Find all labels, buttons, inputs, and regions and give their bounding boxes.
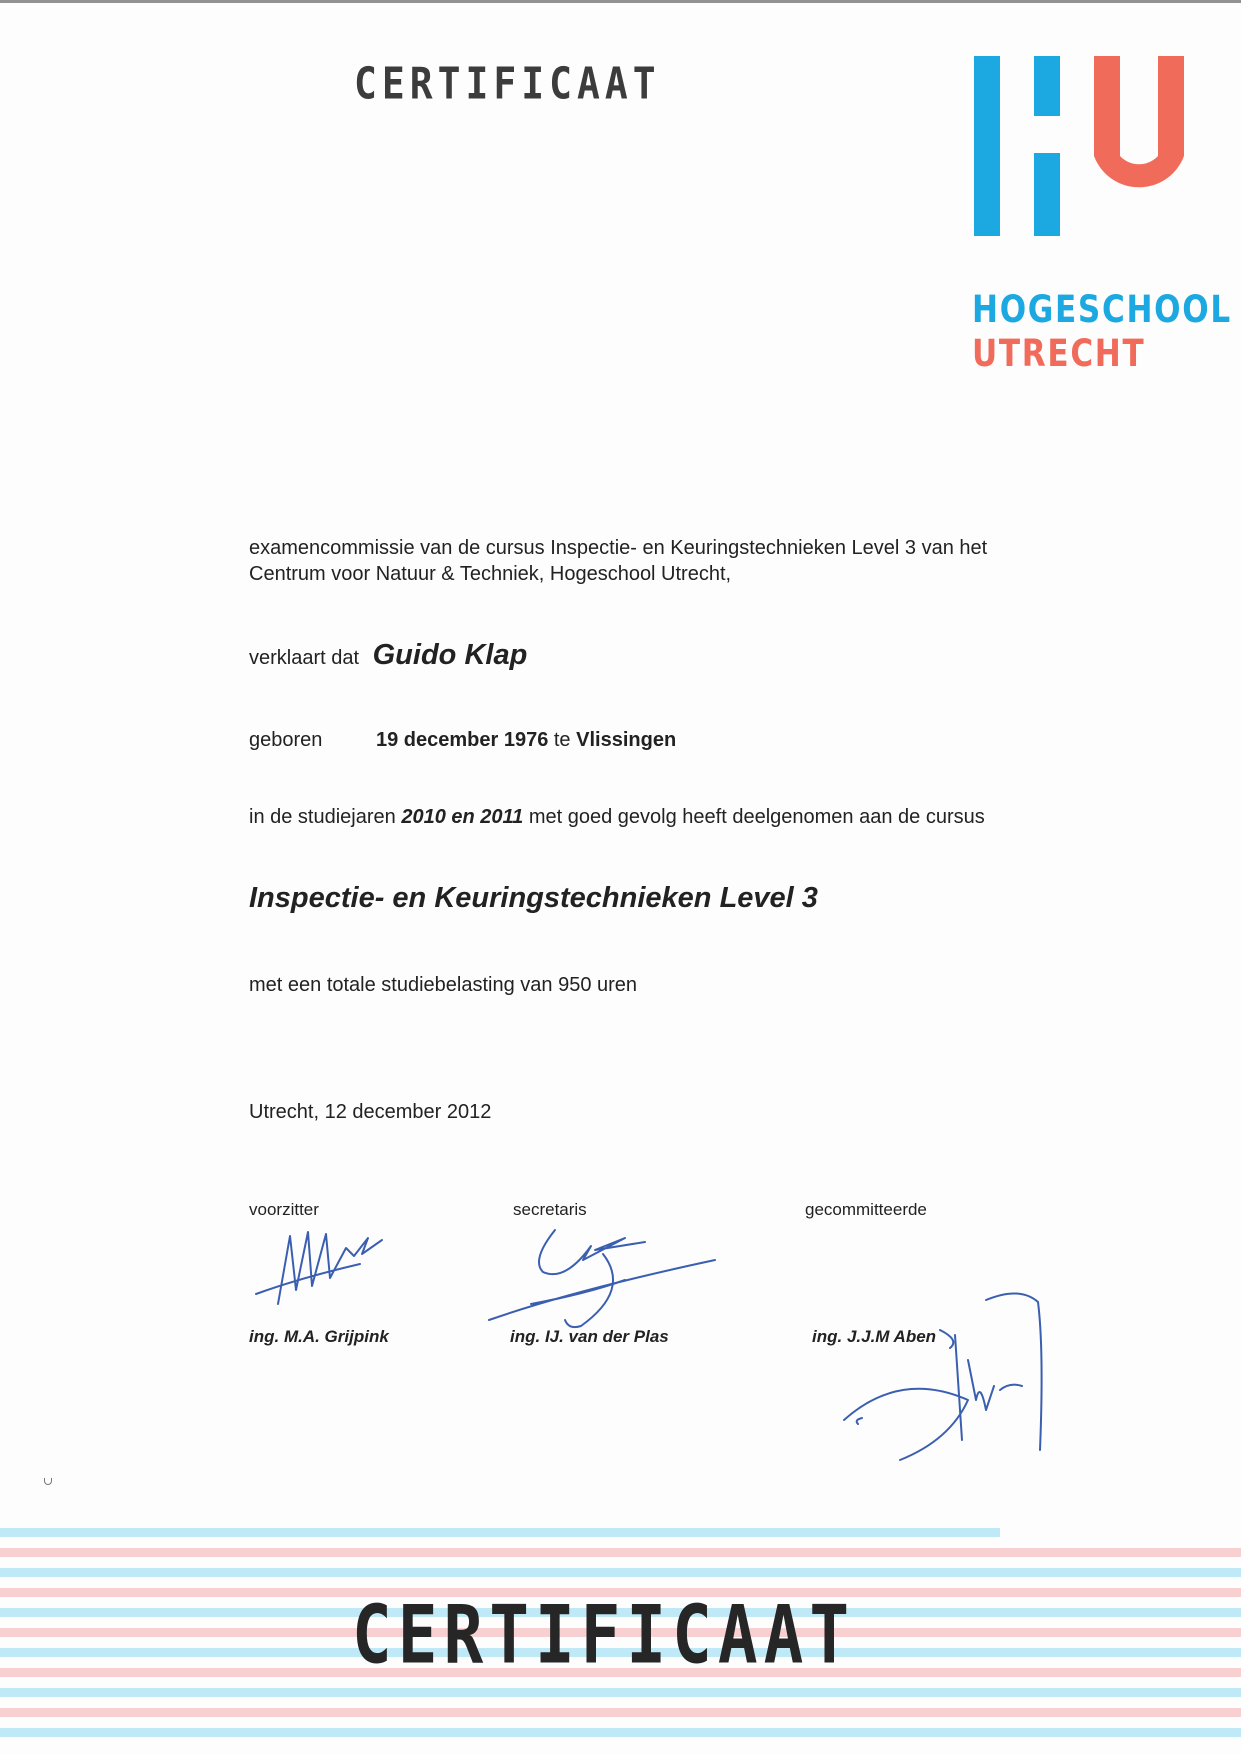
study-load: met een totale studiebelasting van 950 uren bbox=[249, 974, 638, 996]
birth-place: Vlissingen bbox=[576, 729, 677, 751]
study-years-line bbox=[249, 804, 985, 830]
chair-signature bbox=[250, 1220, 410, 1310]
signatory-role-secretary: secretaris bbox=[513, 1200, 587, 1219]
signatory-role-chair: voorzitter bbox=[249, 1200, 319, 1219]
years-suffix: met goed gevolg heeft deelgenomen aan de cursus bbox=[528, 806, 985, 828]
student-name: Guido Klap bbox=[372, 639, 528, 671]
place-connector: te bbox=[553, 729, 571, 751]
place-date: Utrecht, 12 december 2012 bbox=[249, 1101, 492, 1123]
study-years: 2010 en 2011 bbox=[401, 806, 524, 828]
top-border bbox=[0, 0, 1241, 3]
intro-paragraph bbox=[249, 535, 987, 587]
signatory-name-commissioner: ing. J.J.M Aben bbox=[812, 1327, 937, 1346]
born-label: geboren bbox=[249, 729, 323, 751]
intro-line-1: examencommissie van de cursus Inspectie- en Keuringstechnieken Level 3 van het bbox=[249, 537, 988, 559]
institution-name-line1: HOGESCHOOL bbox=[972, 288, 1232, 331]
hu-logo-icon bbox=[974, 56, 1184, 236]
declaration-line bbox=[249, 639, 528, 671]
certificate-footer-title: CERTIFICAAT bbox=[352, 1588, 856, 1682]
birth-line bbox=[249, 727, 676, 753]
intro-line-2: Centrum voor Natuur & Techniek, Hogeschool Utrecht, bbox=[249, 563, 732, 585]
certificate-title: CERTIFICAAT bbox=[354, 58, 661, 109]
years-prefix: in de studiejaren bbox=[249, 806, 396, 828]
signatory-role-commissioner: gecommitteerde bbox=[805, 1200, 927, 1219]
institution-name-line2: UTRECHT bbox=[972, 332, 1146, 375]
declares-label: verklaart dat bbox=[249, 647, 360, 669]
signatory-name-secretary: ing. IJ. van der Plas bbox=[510, 1327, 669, 1346]
secretary-signature bbox=[485, 1220, 725, 1340]
signatory-name-chair: ing. M.A. Grijpink bbox=[249, 1327, 389, 1346]
scan-mark bbox=[44, 1478, 52, 1485]
commissioner-signature bbox=[840, 1290, 1060, 1470]
course-name: Inspectie- en Keuringstechnieken Level 3 bbox=[249, 882, 818, 914]
birth-date: 19 december 1976 bbox=[375, 729, 549, 751]
institution-name bbox=[972, 288, 1232, 376]
